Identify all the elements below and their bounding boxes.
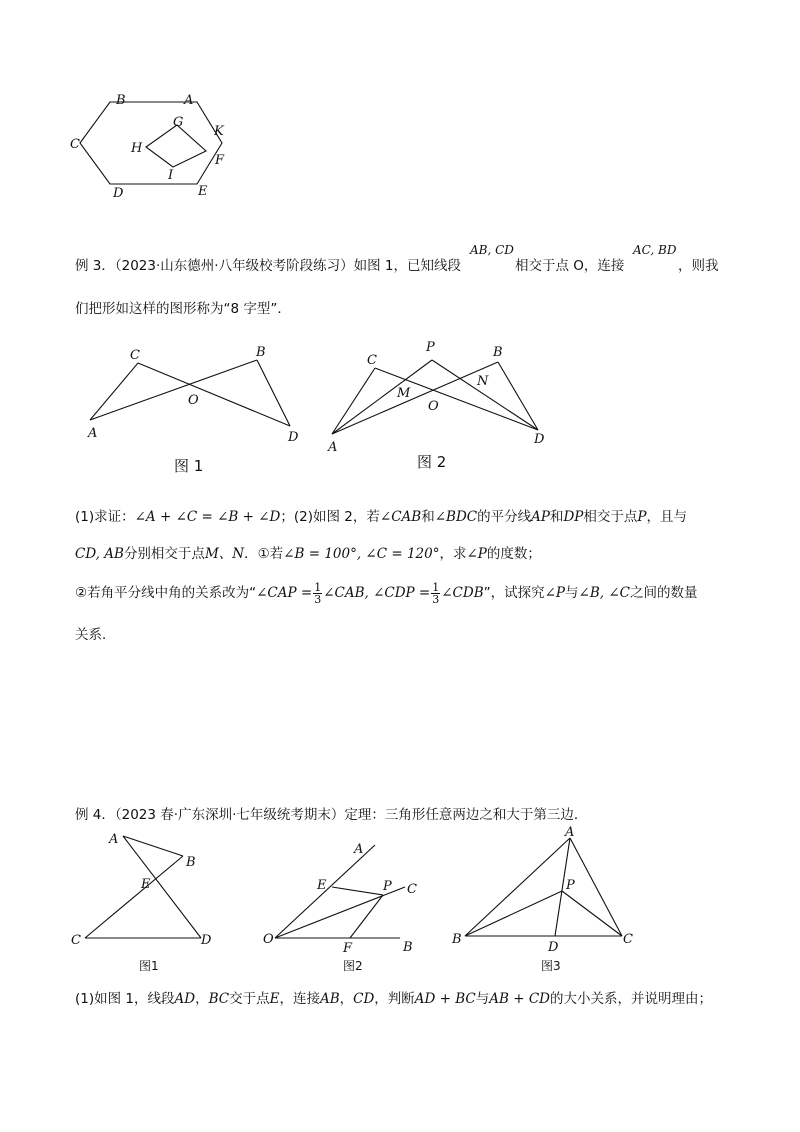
ex4-q1-judge: ，判断 (374, 991, 415, 1007)
hex-label-c: C (70, 137, 80, 152)
ex3-prefix: 例 3．（2023·山东德州·八年级校考阶段练习）如图 1，已知线段 (75, 258, 461, 274)
hex-label-g: G (173, 115, 184, 130)
ex4f1-label-e: E (141, 877, 151, 892)
figure-1 (80, 340, 310, 480)
ex4-q1-sep2: ， (339, 991, 354, 1007)
ex3-seg1: AB, CD (470, 243, 514, 257)
hex-label-a: A (184, 93, 194, 108)
q1-dp: DP (563, 509, 584, 525)
ex3-line2: 们把形如这样的图形称为“8 字型”． (75, 301, 291, 317)
ex4-q1-expr2: AB + CD (489, 991, 550, 1007)
figure-2 (320, 335, 560, 475)
fig1-seg-bd (257, 360, 290, 426)
q3-frac-2: $\frac{1}{3}$ (432, 580, 440, 606)
q3-relation: 之间的数量 (630, 585, 698, 601)
q2-m-n: M、N (204, 546, 245, 562)
ex4f2-label-f: F (343, 941, 353, 956)
fig2-label-p: P (426, 340, 435, 355)
q1-ap: AP (531, 509, 550, 525)
ex4f2-seg-pf (350, 895, 383, 938)
ex4-q1-e: E (269, 991, 280, 1007)
hex-label-b: B (116, 93, 126, 108)
ex4f3-label-b: B (452, 932, 462, 947)
ex4-q1-ad: AD (174, 991, 196, 1007)
ex3-seg2: AC, BD (633, 243, 677, 257)
ex3-mid: 相交于点 O，连接 (515, 258, 625, 274)
fig1-caption: 图 1 (174, 457, 204, 475)
q1-part2-label: ；(2)如图 2，若 (280, 509, 380, 525)
fig2-label-m: M (397, 386, 411, 401)
ex4f3-caption: 图3 (541, 959, 561, 972)
fig1-label-a: A (88, 426, 98, 441)
ex4f3-label-c: C (623, 932, 633, 947)
ex4f3-label-p: P (566, 878, 575, 893)
fig1-label-b: B (256, 345, 266, 360)
q1-bisector: 的平分线 (477, 509, 532, 525)
ex4f1-label-a: A (109, 832, 119, 847)
ex4f2-label-e: E (317, 878, 327, 893)
hex-label-f: F (215, 153, 225, 168)
q3-cdb: ∠CDB (441, 585, 484, 601)
hex-label-e: E (198, 184, 208, 199)
ex4f1-seg-bc (85, 856, 183, 938)
ex4-q1-end: 的大小关系，并说明理由； (549, 991, 712, 1007)
ex4f2-label-p: P (383, 879, 392, 894)
ex3-end: ，则我 (678, 258, 719, 274)
ex4-q1-cd: CD (353, 991, 375, 1007)
ex4f1-label-b: B (186, 855, 196, 870)
fig2-label-d: D (534, 432, 545, 447)
ex4f2-seg-ep (332, 887, 383, 895)
fig2-label-a: A (328, 440, 338, 455)
ex4f3-seg-ab (465, 838, 570, 936)
q2-angle-p: ∠P (466, 546, 487, 562)
q3-cab-cdp: ∠CAB, ∠CDP = (323, 585, 431, 601)
q2-respectively: 分别相交于点 (123, 546, 205, 562)
hex-label-d: D (113, 186, 124, 201)
ex4f3-label-a: A (565, 825, 575, 840)
ex4f2-label-b: B (403, 940, 413, 955)
q3-angle-p: ∠P (544, 585, 566, 601)
q1-equation: ∠A + ∠C = ∠B + ∠D (134, 509, 281, 525)
fig2-label-b: B (493, 345, 503, 360)
ex4f2-label-c: C (407, 882, 417, 897)
q3-with: 与 (565, 585, 579, 601)
q3-cap: ∠CAP = (256, 585, 313, 601)
fig1-label-d: D (288, 430, 299, 445)
ex3-q1-line (75, 508, 687, 526)
q2-find: ，求 (439, 546, 467, 562)
ex4f2-label-o: O (263, 932, 274, 947)
q2-condition: ∠B = 100°, ∠C = 120° (283, 546, 440, 562)
hex-label-i: I (168, 168, 174, 183)
ex4f1-label-c: C (71, 933, 81, 948)
ex4f3-seg-pc (562, 891, 622, 936)
ex4-figure-1 (65, 828, 225, 978)
q2-if: ．①若 (244, 546, 284, 562)
q1-point-p: P (637, 509, 647, 525)
q2-cd-ab: CD, AB (75, 546, 124, 562)
ex4-q1-sep: ， (195, 991, 209, 1007)
q1-angle-cab: ∠CAB (379, 509, 422, 525)
fig2-seg-bd (498, 362, 538, 430)
hex-label-h: H (131, 141, 143, 156)
ex4-title: 例 4．（2023 春·广东深圳·七年级统考期末）定理：三角形任意两边之和大于第三边． (75, 807, 588, 823)
ex3-q3-line (75, 580, 698, 606)
inner-quad (146, 125, 206, 167)
fig2-caption: 图 2 (417, 453, 447, 471)
ex3-q2-line (75, 545, 541, 563)
ex4-q1-ab: AB (319, 991, 340, 1007)
q1-and2: 和 (549, 509, 564, 525)
q1-and-with: ，且与 (646, 509, 687, 525)
ex4-q1-expr1: AD + BC (414, 991, 476, 1007)
q1-angle-bdc: ∠BDC (434, 509, 478, 525)
q3-angles-bc: ∠B, ∠C (578, 585, 630, 601)
fig2-label-n: N (477, 374, 489, 389)
fig1-label-o: O (188, 393, 199, 408)
ex4-figure-3 (445, 822, 645, 972)
ex4f3-seg-bp (465, 891, 562, 936)
ex3-q3-line2: 关系． (75, 627, 116, 643)
ex4-q1-line (75, 990, 712, 1008)
hexagon-figure (60, 85, 250, 205)
fig2-label-c: C (367, 353, 377, 368)
q3-frac-1: $\frac{1}{3}$ (314, 580, 322, 606)
ex4f2-label-a: A (354, 842, 364, 857)
ex4-q1-bc: BC (208, 991, 230, 1007)
ex4f1-seg-ab (123, 836, 183, 856)
q3-explore: ”，试探究 (483, 585, 545, 601)
fig2-seg-pd (432, 360, 538, 430)
ex4-q1-connect: ，连接 (279, 991, 320, 1007)
q3-intro: ②若角平分线中角的关系改为“ (75, 585, 257, 601)
hex-label-k: K (214, 124, 224, 139)
ex4f1-seg-ad (123, 836, 201, 938)
ex4-q1-with: 与 (475, 991, 490, 1007)
q1-intersect: 相交于点 (583, 509, 638, 525)
ex4-figure-2 (255, 835, 430, 975)
fig2-label-o: O (428, 399, 439, 414)
q2-degree: 的度数； (486, 546, 541, 562)
q1-prove-label: (1)求证： (75, 509, 135, 525)
ex4f2-ray-oc (275, 887, 405, 938)
q1-and: 和 (421, 509, 435, 525)
fig1-label-c: C (130, 348, 140, 363)
ex4f3-seg-ac (570, 838, 622, 936)
ex4f1-caption: 图1 (139, 959, 159, 973)
ex4f3-label-d: D (548, 940, 559, 955)
ex3-line1 (75, 257, 461, 275)
ex4-q1-intro: (1)如图 1，线段 (75, 991, 175, 1007)
ex4f1-label-d: D (201, 933, 212, 948)
ex4-q1-intersect: 交于点 (229, 991, 270, 1007)
ex4f2-caption: 图2 (343, 959, 363, 973)
